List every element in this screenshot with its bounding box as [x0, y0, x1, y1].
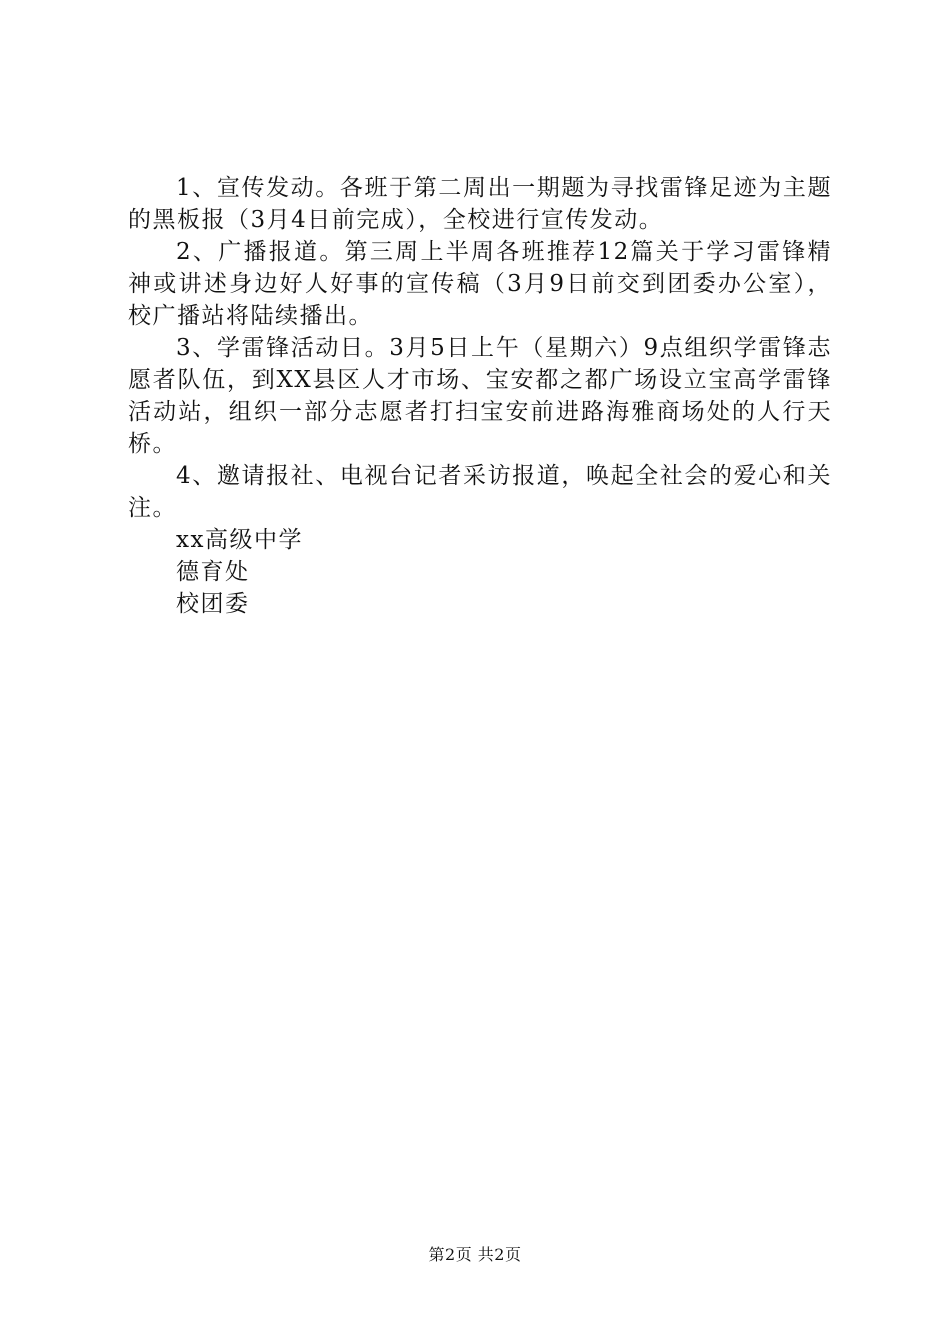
signature-school: xx高级中学	[176, 527, 303, 553]
page-number: 第2页 共2页	[428, 1245, 522, 1264]
paragraph-media: 4、邀请报社、电视台记者采访报道，唤起全社会的爱心和关注。	[128, 463, 832, 521]
paragraph-publicity: 1、宣传发动。各班于第二周出一期题为寻找雷锋足迹为主题的黑板报（3月4日前完成），全校进行宣传发动。	[128, 175, 832, 233]
signature-moral-office: 德育处	[176, 559, 250, 585]
page-footer	[0, 1244, 950, 1266]
paragraph-broadcast: 2、广播报道。第三周上半周各班推荐12篇关于学习雷锋精神或讲述身边好人好事的宣传稿（3月9日前交到团委办公室），校广播站将陆续播出。	[128, 239, 832, 329]
document-body	[128, 172, 832, 620]
signature-youth-league: 校团委	[176, 591, 250, 617]
paragraph-activity-day: 3、学雷锋活动日。3月5日上午（星期六）9点组织学雷锋志愿者队伍，到XX县区人才市场、宝安都之都广场设立宝高学雷锋活动站，组织一部分志愿者打扫宝安前进路海雅商场处的人行天桥。	[128, 335, 832, 457]
